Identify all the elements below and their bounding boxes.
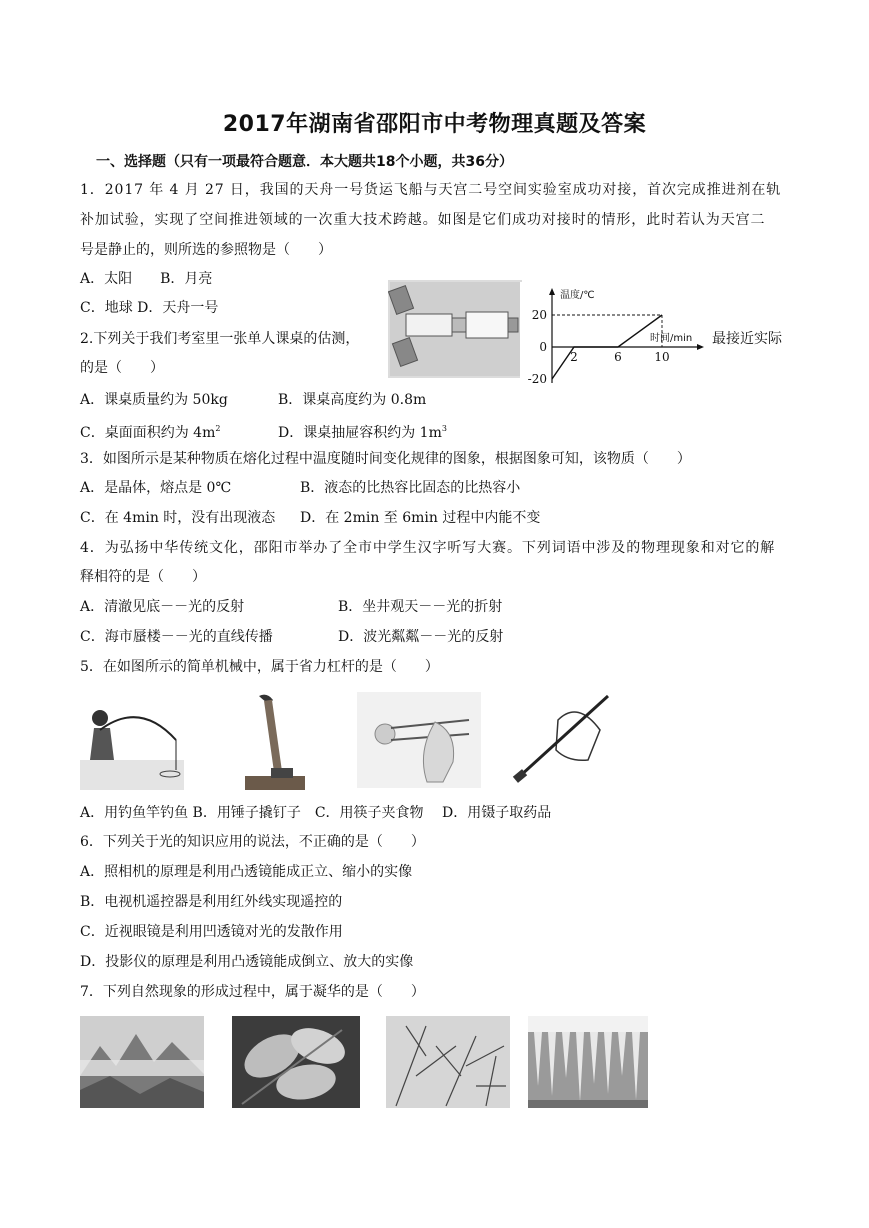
fishing-rod-image [80,690,184,790]
section-heading: 一、选择题（只有一项最符合题意．本大题共18个小题，共36分） [96,154,513,170]
q4-option-a: A．清澈见底－－光的反射 [80,599,245,615]
fog-mountain-image [80,1016,204,1108]
icicles-image [528,1016,648,1108]
chopsticks-image [357,692,481,788]
x-tick-label: 10 [654,350,670,364]
hammer-nail-image [245,690,305,790]
q1-stem-line2: 补加试验，实现了空间推进领域的一次重大技术跨越。如图是它们成功对接时的情形，此时若认为天宫二 [80,212,766,228]
y-tick-label: -20 [527,372,547,386]
q2-option-d-sup: 3 [441,424,447,433]
q6-option-c: C．近视眼镜是利用凹透镜对光的发散作用 [80,924,343,940]
x-tick-label: 6 [614,350,622,364]
spacecraft-docking-image [388,280,522,378]
q5-options: A．用钓鱼竿钓鱼 B．用锤子撬钉子 C．用筷子夹食物 D．用镊子取药品 [80,805,552,821]
q4-option-d: D．波光粼粼－－光的反射 [338,629,504,645]
q3-stem: 3．如图所示是某种物质在熔化过程中温度随时间变化规律的图象，根据图象可知，该物质（ ） [80,451,691,467]
q1-options-ab: A．太阳 B．月亮 [80,271,213,287]
q4-stem-line2: 释相符的是（ ） [80,569,206,585]
q2-option-a: A．课桌质量约为 50kg [80,392,228,408]
q6-stem: 6．下列关于光的知识应用的说法，不正确的是（ ） [80,834,425,850]
q6-option-a: A．照相机的原理是利用凸透镜能成正立、缩小的实像 [80,864,413,880]
q5-stem: 5．在如图所示的简单机械中，属于省力杠杆的是（ ） [80,659,439,675]
x-tick-label: 2 [570,350,578,364]
page-title: 2017年湖南省邵阳市中考物理真题及答案 [222,112,647,137]
q6-option-d: D．投影仪的原理是利用凸透镜能成倒立、放大的实像 [80,954,414,970]
y-tick-label: 0 [539,340,547,354]
q3-option-a: A．是晶体，熔点是 0℃ [80,480,232,496]
q4-option-b: B．坐井观天－－光的折射 [338,599,503,615]
dew-leaves-image [232,1016,360,1108]
q2-option-d [278,419,447,443]
q2-option-c-sup: 2 [215,424,221,433]
q4-option-c: C．海市蜃楼－－光的直线传播 [80,629,273,645]
y-tick-label: 20 [531,308,547,322]
temperature-time-chart [520,282,710,390]
q3-option-b: B．液态的比热容比固态的比热容小 [300,480,521,496]
frost-branches-image [386,1016,510,1108]
q3-option-d: D．在 2min 至 6min 过程中内能不变 [300,510,541,526]
q2-option-c [80,419,220,443]
q4-stem-line1: 4．为弘扬中华传统文化，邵阳市举办了全市中学生汉字听写大赛。下列词语中涉及的物理现象和对它的解 [80,540,776,556]
y-axis-label: 温度/℃ [560,290,595,301]
q2-option-b: B．课桌高度约为 0.8m [278,392,427,408]
q6-option-b: B．电视机遥控器是利用红外线实现遥控的 [80,894,343,910]
q1-stem-line3: 号是静止的，则所选的参照物是（ ） [80,242,332,258]
q1-options-cd: C．地球 D．天舟一号 [80,300,219,316]
q2-stem-b: 最接近实际 [712,331,782,347]
q2-option-c-text: C．桌面面积约为 4m [80,425,216,441]
q1-stem-line1: 1．2017 年 4 月 27 日，我国的天舟一号货运飞船与天宫二号空间实验室成功对接，首次完成推进剂在轨 [80,182,782,198]
q2-option-d-text: D．课桌抽屉容积约为 1m [278,425,442,441]
tweezers-image [508,690,612,790]
x-axis-label: 时间/min [650,333,693,344]
q3-option-c: C．在 4min 时，没有出现液态 [80,510,276,526]
q2-stem-line2: 的是（ ） [80,360,164,376]
q2-stem-a: 2.下列关于我们考室里一张单人课桌的估测， [80,331,360,347]
q7-stem: 7．下列自然现象的形成过程中，属于凝华的是（ ） [80,984,425,1000]
